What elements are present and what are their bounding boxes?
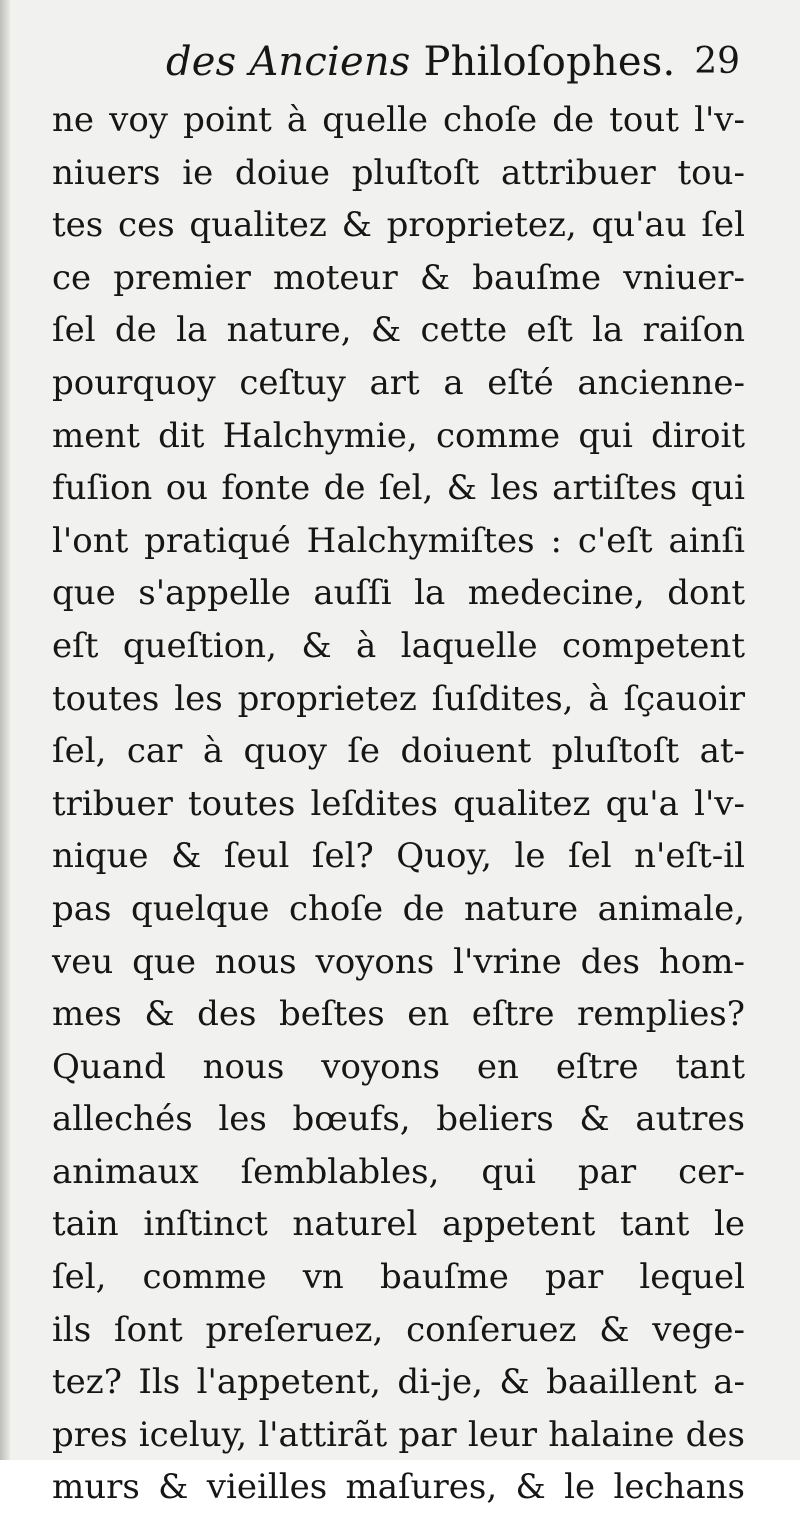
text-line — [52, 1041, 745, 1094]
text-line — [52, 883, 745, 936]
text-line-content: tribuer toutes leſdites qualitez qu'a l'v- — [52, 783, 745, 824]
text-line-content: pourquoy ceſtuy art a eſté ancienne- — [52, 362, 745, 403]
text-line-content: fuſion ou fonte de ſel, & les artiſtes qui — [52, 468, 745, 509]
running-head — [166, 34, 675, 90]
text-line-content: allechés les bœufs, beliers & autres — [52, 1099, 745, 1140]
text-line-content: niuers ie doiue pluſtoſt attribuer tou- — [52, 152, 745, 193]
text-line — [52, 252, 745, 305]
text-line-content: ment dit Halchymie, comme qui diroit — [52, 415, 745, 456]
text-line — [52, 620, 745, 673]
running-head-roman: Philoſophes. — [423, 39, 676, 85]
page-header — [166, 34, 740, 90]
scan-edge — [0, 0, 10, 1460]
text-line-content: l'ont pratiqué Halchymiſtes : c'eſt ainſi — [52, 520, 745, 561]
text-line — [52, 462, 745, 515]
text-line-content: mes & des beſtes en eſtre remplies? — [52, 994, 745, 1035]
text-line — [52, 725, 745, 778]
text-line — [52, 357, 745, 410]
text-line-content: pres iceluy, l'attirãt par leur halaine des — [52, 1414, 745, 1455]
text-line-content: pas quelque choſe de nature animale, — [52, 888, 745, 929]
running-head-italic: des Anciens — [166, 39, 411, 85]
text-line — [52, 1409, 745, 1462]
text-line-content: eſt queſtion, & à laquelle competent — [52, 625, 745, 666]
text-line — [52, 1146, 745, 1199]
text-line-content: tes ces qualitez & proprietez, qu'au ſel — [52, 205, 745, 246]
text-line-content: nique & ſeul ſel? Quoy, le ſel n'eſt-il — [52, 836, 745, 877]
text-line-content: murs & vieilles maſures, & le lechans — [52, 1467, 745, 1508]
text-line-content: tain inſtinct naturel appetent tant le — [52, 1204, 745, 1245]
text-line-content: tez? Ils l'appetent, di-je, & baaillent a- — [52, 1362, 745, 1403]
text-line — [52, 410, 745, 463]
text-line — [52, 1251, 745, 1304]
text-line — [52, 147, 745, 200]
text-line-content: ils ſont preſeruez, conſeruez & vege- — [52, 1309, 745, 1350]
body-text — [52, 94, 745, 1514]
text-line-content: ne voy point à quelle choſe de tout l'v- — [52, 100, 745, 140]
text-line-content: ſel, comme vn bauſme par lequel — [52, 1257, 745, 1298]
text-line — [52, 673, 745, 726]
text-line-content: veu que nous voyons l'vrine des hom- — [52, 941, 745, 982]
text-line — [52, 1198, 745, 1251]
text-line-content: que s'appelle auſſi la medecine, dont — [52, 573, 745, 614]
text-line — [52, 1461, 745, 1514]
text-line — [52, 199, 745, 252]
text-line-content: Quand nous voyons en eſtre tant — [52, 1046, 745, 1087]
text-line — [52, 988, 745, 1041]
text-line-content: ſel, car à quoy ſe doiuent pluſtoſt at- — [52, 731, 745, 772]
text-line — [52, 515, 745, 568]
text-line-content: toutes les proprietez ſuſdites, à ſçauoir — [52, 678, 745, 719]
text-line-content: ce premier moteur & bauſme vniuer- — [52, 257, 745, 298]
page-number: 29 — [694, 41, 740, 82]
text-line — [52, 1304, 745, 1357]
text-line-content: animaux ſemblables, qui par cer- — [52, 1151, 745, 1192]
text-line-content: ſel de la nature, & cette eſt la raiſon — [52, 310, 745, 351]
text-line — [52, 1093, 745, 1146]
text-line — [52, 778, 745, 831]
text-line — [52, 1356, 745, 1409]
text-line — [52, 567, 745, 620]
text-line — [52, 936, 745, 989]
text-line — [52, 304, 745, 357]
text-line — [52, 94, 745, 147]
text-line — [52, 830, 745, 883]
